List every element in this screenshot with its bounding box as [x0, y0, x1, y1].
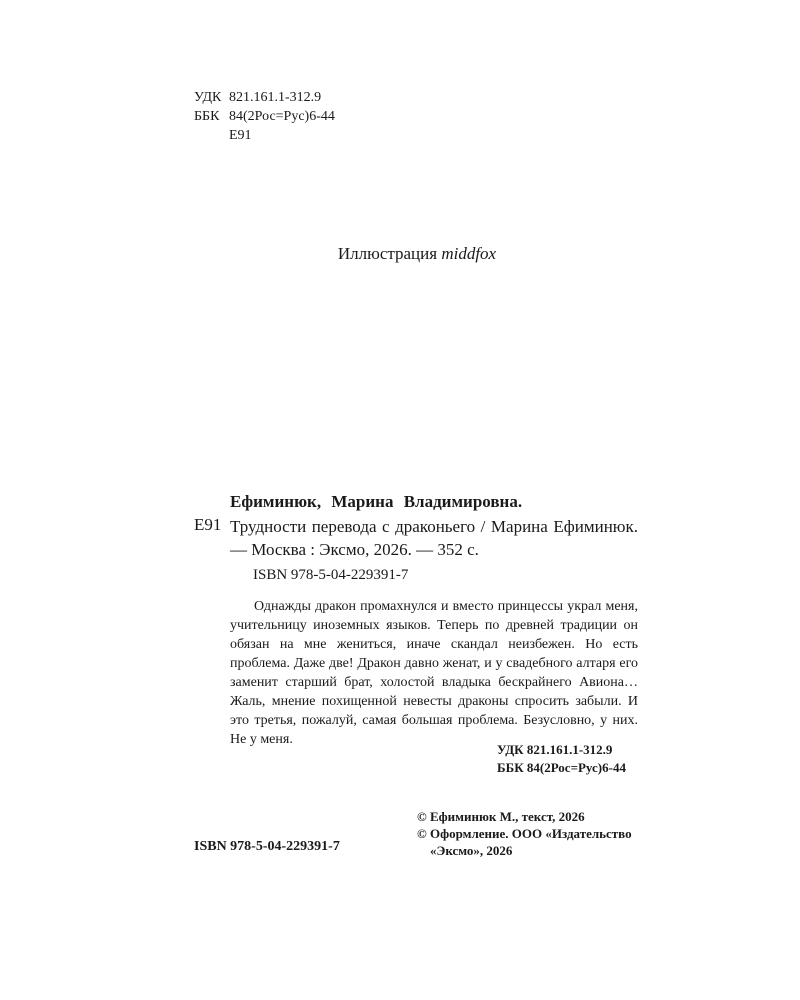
classification-codes-bottom	[497, 741, 626, 777]
bbk-row	[194, 107, 335, 126]
cutter-code-top: Е91	[229, 128, 252, 143]
udk-row	[194, 88, 335, 107]
bibliographic-description: Трудности перевода с драконьего / Марина Ефиминюк. — Москва : Эксмо, 2026. — 352 с.	[230, 517, 638, 559]
illustration-prefix: Иллюстрация	[337, 244, 438, 263]
illustration-artist: middfox	[441, 244, 497, 263]
bbk-bottom: ББК 84(2Рос=Рус)6-44	[497, 760, 626, 775]
udk-value: 821.161.1-312.9	[229, 90, 322, 105]
copyright-design: © Оформление. ООО «Издательство	[417, 826, 632, 841]
illustration-credit	[0, 244, 800, 264]
copyright-text: © Ефиминюк М., текст, 2026	[417, 809, 585, 824]
author-heading: Ефиминюк, Марина Владимировна.	[230, 492, 523, 511]
copyright-block	[417, 808, 632, 859]
udk-label: УДК	[194, 90, 222, 105]
classification-codes-top	[194, 88, 335, 145]
cutter-row	[194, 126, 335, 145]
udk-bottom: УДК 821.161.1-312.9	[497, 742, 613, 757]
isbn-bottom: ISBN 978-5-04-229391-7	[194, 839, 340, 854]
annotation	[230, 597, 638, 749]
copyright-publisher: «Эксмо», 2026	[430, 843, 513, 858]
bbk-label: ББК	[194, 109, 220, 124]
isbn-record: ISBN 978-5-04-229391-7	[253, 567, 409, 583]
cutter-code: Е91	[194, 515, 222, 534]
bbk-value: 84(2Рос=Рус)6-44	[229, 109, 335, 124]
annotation-text: Однажды дракон промахнулся и вместо принцессы украл меня, учительницу иноземных языков. Теперь по древней традиции он обязан на мне жениться, иначе скандал неизбежен. Но есть проблема. Даже две! Дракон давно женат, и у свадебного алтаря его заменит старший брат, холостой владыка бескрайнего Авиона… Жаль, мнение похищенной невесты драконы спросить забыли. И это третья, пожалуй, самая большая проблема. Безусловно, у них. Не у меня.	[230, 599, 638, 747]
